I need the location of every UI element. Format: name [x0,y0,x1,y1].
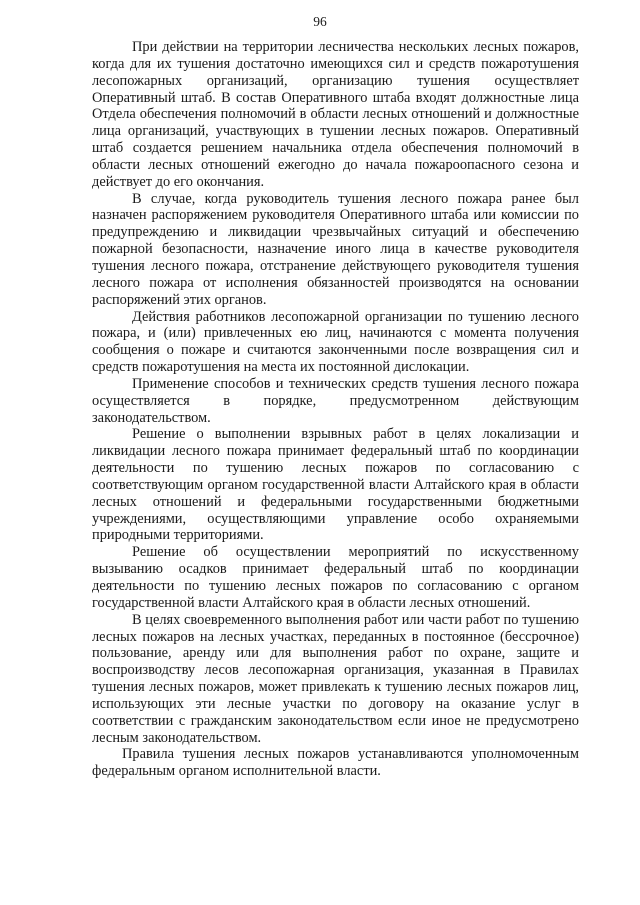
paragraph-involvement-of-land-users: В целях своевременного выполнения работ или части работ по тушению лесных пожаров на лесных участках, переданных в постоянное (бессрочное) пользование, аренду или для выполнения работ по охране, защите и воспроизводству лесов лесопожарная организация, указанная в Правилах тушения лесных пожаров, может привлекать к тушению лесных пожаров лиц, использующих эти лесные участки по договору на оказание услуг в соответствии с гражданским законодательством если иное не предусмотрено лесным законодательством. [92,611,579,746]
paragraph-artificial-precipitation: Решение об осуществлении мероприятий по искусственному вызыванию осадков принимает федеральный штаб по координации деятельности по тушению лесных пожаров по согласованию с органом государственной власти Алтайского края в области лесных отношений. [92,544,579,611]
paragraph-fire-manager-appointment: В случае, когда руководитель тушения лесного пожара ранее был назначен распоряжением руководителя Оперативного штаба или комиссии по предупреждению и ликвидации чрезвычайных ситуаций и обеспечению пожарной безопасности, назначение иного лица в качестве руководителя тушения лесного пожара, отстранение действующего руководителя тушения лесного пожара от исполнения обязанностей производятся на основании распоряжений этих органов. [92,190,579,308]
page-number: 96 [313,14,327,29]
paragraph-blasting-works: Решение о выполнении взрывных работ в целях локализации и ликвидации лесного пожара принимает федеральный штаб по координации деятельности по тушению лесных пожаров по согласованию с соответствующим органом государственной власти Алтайского края в области лесных отношений и федеральными государственными бюджетными учреждениями, осуществляющими управление особо охраняемыми природными территориями. [92,426,579,544]
paragraph-methods-and-means: Применение способов и технических средств тушения лесного пожара осуществляется в порядке, предусмотренном действующим законодательством. [92,375,579,426]
paragraph-firefighting-rules: Правила тушения лесных пожаров устанавливаются уполномоченным федеральным органом исполнительной власти. [92,746,579,780]
paragraph-worker-actions: Действия работников лесопожарной организации по тушению лесного пожара, и (или) привлеченных ею лиц, начинаются с момента получения сообщения о пожаре и считаются законченными после возвращения сил и средств пожаротушения на места их постоянной дислокации. [92,308,579,376]
document-body [92,39,579,780]
paragraph-operational-headquarters: При действии на территории лесничества нескольких лесных пожаров, когда для их тушения достаточно имеющихся сил и средств пожаротушения лесопожарных организаций, организацию тушения осуществляет Оперативный штаб. В состав Оперативного штаба входят должностные лица Отдела обеспечения полномочий в области лесных отношений и должностные лица организаций, участвующих в тушении лесных пожаров. Оперативный штаб создается решением начальника отдела обеспечения полномочий в области лесных отношений ежегодно до начала пожароопасного сезона и действует до его окончания. [92,39,579,190]
